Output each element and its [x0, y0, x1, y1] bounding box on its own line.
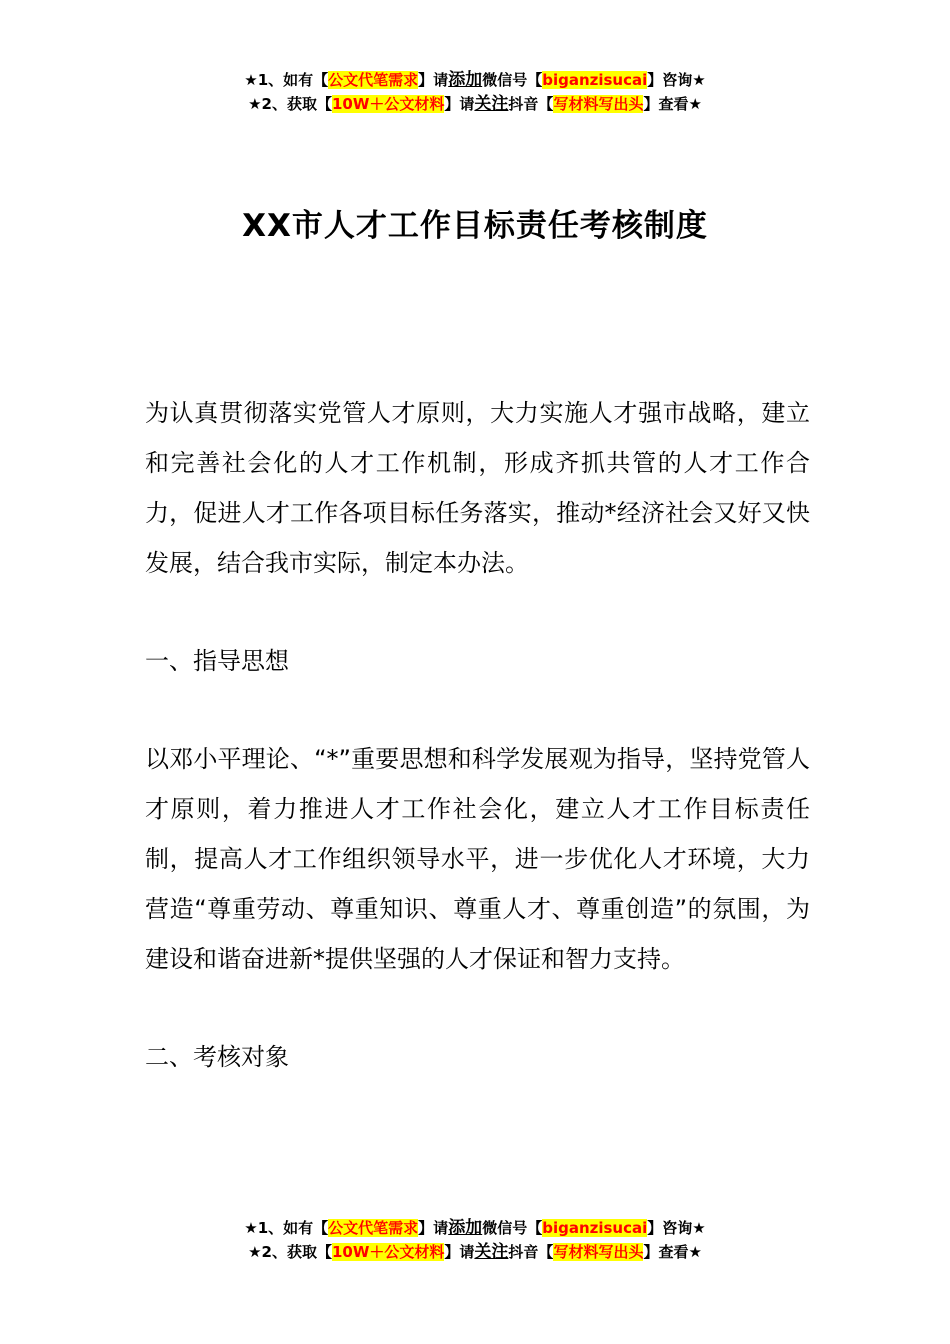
banner-highlight: 10W＋公文材料 [331, 95, 445, 113]
document-title: XX市人才工作目标责任考核制度 [242, 208, 708, 244]
banner-line-2: ★2、获取【10W＋公文材料】请关注抖音【写材料写出头】查看★ [248, 1242, 702, 1262]
banner-highlight: 公文代笔需求 [328, 1219, 419, 1237]
header-banner [0, 68, 950, 116]
banner-line-1: ★1、如有【公文代笔需求】请添加微信号【biganzisucai】咨询★ [244, 1218, 706, 1238]
section-heading-2: 二、考核对象 [145, 1043, 289, 1071]
banner-line-2: ★2、获取【10W＋公文材料】请关注抖音【写材料写出头】查看★ [248, 94, 702, 114]
section-heading-1: 一、指导思想 [145, 647, 289, 675]
banner-highlight: 公文代笔需求 [328, 71, 419, 89]
banner-line-1: ★1、如有【公文代笔需求】请添加微信号【biganzisucai】咨询★ [244, 70, 706, 90]
paragraph-intro: 为认真贯彻落实党管人才原则，大力实施人才强市战略，建立和完善社会化的人才工作机制，形成齐抓共管的人才工作合力，促进人才工作各项目标任务落实，推动*经济社会又好又快发展，结合我市实际，制定本办法。 [145, 399, 810, 577]
banner-wechat-id: biganzisucai [542, 1219, 648, 1237]
banner-wechat-id: biganzisucai [542, 71, 648, 89]
document-body [145, 388, 810, 1130]
footer-banner [0, 1216, 950, 1264]
banner-douyin-id: 写材料写出头 [553, 1243, 644, 1261]
banner-douyin-id: 写材料写出头 [553, 95, 644, 113]
paragraph-guiding-thought: 以邓小平理论、“*”重要思想和科学发展观为指导，坚持党管人才原则，着力推进人才工作社会化，建立人才工作目标责任制，提高人才工作组织领导水平，进一步优化人才环境，大力营造“尊重劳动、尊重知识、尊重人才、尊重创造”的氛围，为建设和谐奋进新*提供坚强的人才保证和智力支持。 [145, 745, 810, 973]
banner-highlight: 10W＋公文材料 [331, 1243, 445, 1261]
